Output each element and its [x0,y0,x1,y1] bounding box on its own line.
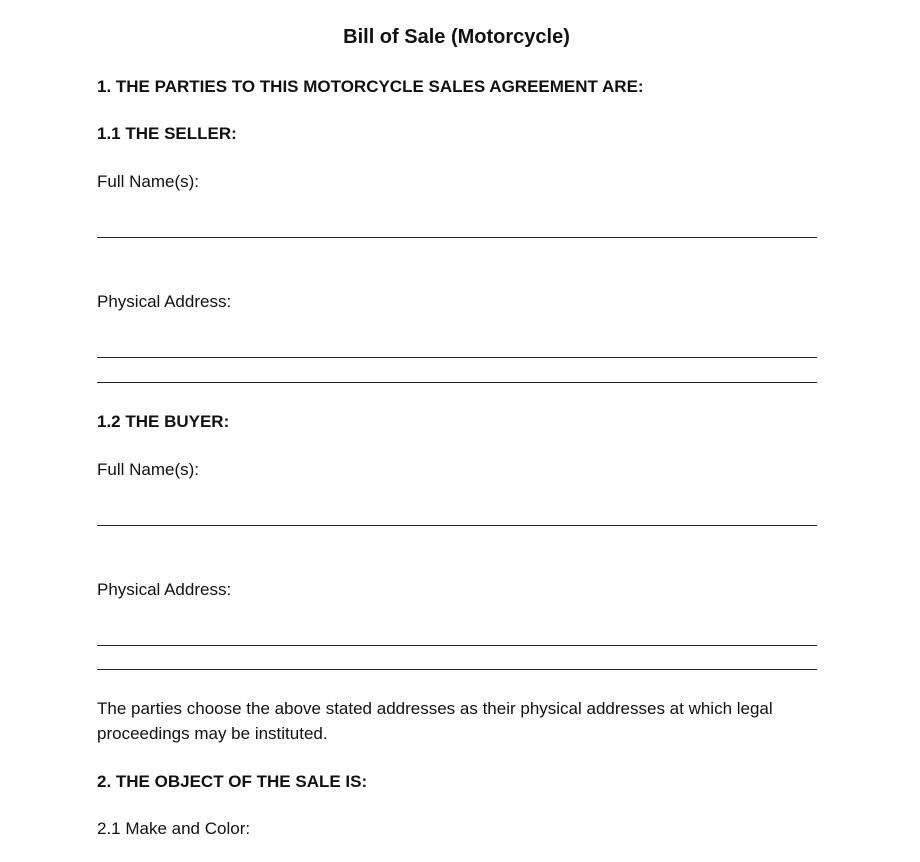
section-1-heading: 1. THE PARTIES TO THIS MOTORCYCLE SALES AGREEMENT ARE: [97,77,644,96]
seller-address-line-1[interactable] [97,357,817,358]
buyer-heading: 1.2 THE BUYER: [97,412,230,431]
seller-address-line-2[interactable] [97,382,817,383]
buyer-address-line-2[interactable] [97,669,817,670]
seller-full-name-line[interactable] [97,237,817,238]
buyer-full-name-line[interactable] [97,525,817,526]
document-title: Bill of Sale (Motorcycle) [343,26,570,48]
seller-address-label: Physical Address: [97,292,232,311]
seller-heading: 1.1 THE SELLER: [97,124,237,143]
section-2-heading: 2. THE OBJECT OF THE SALE IS: [97,772,368,791]
seller-full-name-label: Full Name(s): [97,172,200,191]
parties-statement: The parties choose the above stated addresses as their physical addresses at which legal proceedings may be instituted. [97,699,773,743]
buyer-full-name-label: Full Name(s): [97,460,200,479]
buyer-address-label: Physical Address: [97,580,232,599]
make-color-label: 2.1 Make and Color: [97,819,251,838]
buyer-address-line-1[interactable] [97,645,817,646]
